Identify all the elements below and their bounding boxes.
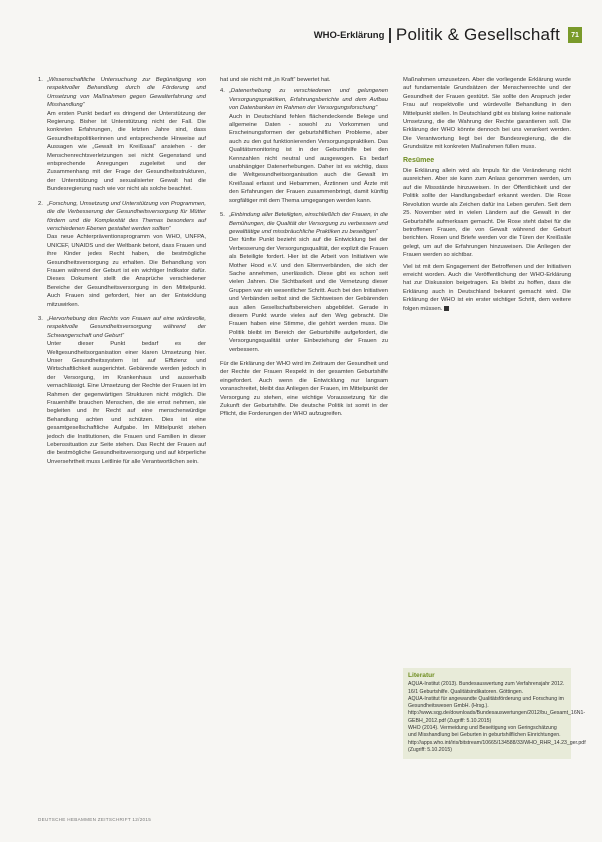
item-text: Das neue Achterpräventionsprogramm von WHO, UNFPA, UNICEF, UNAIDS und der Weltbank betont, dass Frauen und ihre Kinder jedes Recht haben, die bestmögliche Gesundheitsversorgung zu erhalten. Die Behandlung von Frauen während der Geburt ist ein wichtiger Indikator dafür. Dieses Dokument stellt die Ansprüche verschiedener Bereiche der Gesundheitsversorgung in den Mittelpunkt. Auch Frauen sind gefordert, hier an der Entwicklung mitzuwirken. <box>47 234 206 308</box>
item-quote: „Datenerhebung zu verschiedenen und gelungenen Versorgungspraktiken, Erfahrungsberichte und dem Aufbau von Datenbanken im Rahmen der Versorgungsforschung“ <box>229 88 388 112</box>
item-quote: „Einbindung aller Beteiligten, einschließlich der Frauen, in die Bemühungen, die Qualität der Versorgung zu verbessern und gewalttätige und missbräuchliche Praktiken zu beseitigen“ <box>229 212 388 235</box>
header-divider <box>389 28 391 43</box>
item-quote: „Wissenschaftliche Untersuchung zur Begünstigung von respektvoller Behandlung durch die Förderung und Umsetzung von Maßnahmen gegen Gewalterfahrung und Misshandlung“ <box>47 77 206 109</box>
column-middle <box>220 76 388 422</box>
item-text: Der fünfte Punkt bezieht sich auf die Entwicklung bei der Verbesserung der Versorgungsqualität, der explizit die Frauen als Beteiligte fordert. Hier ist die Arbeit von Initiativen wie Mother Hood e.V. und den Elternverbänden, die sich der Sache annehmen, unerlässlich. Diese gibt es schon seit vielen Jahren. Die Sichtbarkeit und die Vernetzung dieser Gruppen war ein wesentlicher Schritt. Auch bei den Initiativen und Verbänden selbst sind die Sichtweisen der Gebärenden aus allen Gesellschaftsbereichen abgebildet. Gerade in diesem Punkt wurde vieles auf den Weg gebracht. Die Frauen haben eine Stimme, die gehört werden muss. Die Politik bleibt im Bereich der Geburtshilfe aufgefordert, die Versorgungsqualität unter Einbeziehung der Frauen zu verbessern. <box>229 237 388 353</box>
literature-heading: Literatur <box>408 672 435 679</box>
page-footer: DEUTSCHE HEBAMMEN ZEITSCHRIFT 12/2015 <box>38 817 152 822</box>
end-mark-icon <box>444 306 449 311</box>
item-quote: „Hervorhebung des Rechts von Frauen auf eine würdevolle, respektvolle Gesundheitsversorgung während der Schwangerschaft und Geburt“ <box>47 315 206 339</box>
list-item <box>220 87 388 208</box>
resume-paragraph: Die Erklärung allein wird als Impuls für die Veränderung nicht ausreichen. Aber sie kann zum Anlass genommen werden, um auf die Missstände hinzuweisen. In der Öffentlichkeit und der Politik sollte der Handlungsbedarf erkannt werden. Die Rose Revolution wurde als Zeichen dafür ins Leben gerufen. Seit dem 25. November wird in vielen Ländern auf die Gewalt in der Geburtshilfe aufmerksam gemacht. Die Rose steht dabei für die betroffenen Frauen, die von Gewalt während der Geburt berichten. Rosen und Briefe werden vor die Türen der Kreißsäle gelegt, um auf die Erfahrungen hinzuweisen. Die Anliegen der Frauen werden so sichtbar. <box>403 168 571 259</box>
item-text: Auch in Deutschland fehlen flächendeckende Belege und allgemeine Daten - sowohl zu Vorkommen und Erscheinungsformen der geburtshilflichen Probleme, aber auch zu den gut funktionierenden Versorgungspraktiken. Das Qualitätsmonitoring ist in der Geburtshilfe bei den Kennzahlen nicht neutral und ausgewogen. Es bedarf unabhängiger Datenerhebungen. Daher ist es wichtig, dass die Weltgesundheitsorganisation auch die Gewalt im Kreißsaal erfasst und Hebammen, Ärztinnen und Ärzte mit den Erfahrungen der Frauen zusammenbringt, damit künftig sorgfältiger mit dem Thema umgegangen werden kann. <box>229 113 388 204</box>
paragraph-intro: Maßnahmen umzusetzen. Aber die vorliegende Erklärung wurde auf fundamentale Grundsätzen der Menschenrechte und der Gesundheit der Frauen gestützt. Sie sollte den Anspruch jeder Frau auf respektvolle und würdevolle Behandlung in den Mittelpunkt stellen. In Deutschland gibt es bislang keine nationale Umsetzung, die die Wahrung der Rechte garantieren soll. Die Erklärung der WHO könnte dennoch bei uns verankert werden. Die Verantwortung liegt bei der Bundesregierung, die die Grundsätze mit konkreten Maßnahmen füllen muss. <box>403 77 571 151</box>
item-number: 3. <box>38 315 43 322</box>
resume-paragraph: Viel ist mit dem Engagement der Betroffenen und der Initiativen erreicht worden. Auch die Veröffentlichung der WHO-Erklärung hat zur Diskussion beigetragen. Es bleibt zu hoffen, dass die Erklärung auch in Deutschland bekannt gemacht wird. Die Erklärung der WHO ist ein erster wichtiger Schritt, dem weitere folgen müssen. <box>403 263 571 312</box>
literature-entry: AQUA-Institut für angewandte Qualitätsförderung und Forschung im Gesundheitswesen GmbH. (Hrsg.). http://www.sqg.de/downloads/Bundesauswertungen/2012/bu_Gesamt_16N1-GEBH_2012.pdf (Zugriff: 5.10.2015) <box>408 695 586 724</box>
item-number: 1. <box>38 77 43 83</box>
section-title: Politik & Gesellschaft <box>395 25 560 44</box>
item-text: Unter dieser Punkt bedarf es der Weltgesundheitsorganisation einer klaren Umsetzung hier. Unser Gesundheitssystem ist auf Effizienz und Wirtschaftlichkeit ausgerichtet. Gebärende werden jedoch in der Versorgung, im Krankenhaus und ausserhalb vernachlässigt. Eine Umsetzung der Rechte der Frauen ist im Rahmen der gegenwärtigen Strukturen nicht möglich. Die Frauenhilfe brauchen Menschen, die sie ernst nehmen, sie begleiten und ihr Recht auf eine menschenwürdige Behandlung achten und schützen. Dies ist eine gesamtgesellschaftliche Aufgabe. Im Mittelpunkt stehen jedoch die Institutionen, die Frauen und Familien in dieser Lebenssituation zur Seite stehen. Das Recht der Frauen auf die bestmögliche Gesundheitsversorgung und auf körperliche Unversehrtheit muss Leitlinie für alle Verantwortlichen sein. <box>47 341 206 465</box>
page-header <box>260 24 582 46</box>
list-item <box>38 76 206 197</box>
item-number: 5. <box>220 212 225 219</box>
column-right <box>403 76 571 316</box>
list-item <box>220 211 388 357</box>
list-item <box>38 200 206 312</box>
item-text: Am ersten Punkt bedarf es dringend der Unterstützung der Regierung. Bisher ist Unterstützung nicht der Fall. Die konkreten Erfahrungen, die letzten Jahre sind, dass Gesundheitspolitikerinnen und entsprechende Hinweise auf Aussagen wie „Gewalt im Kreißsaal“ ansiehen - der Menschenrechtsverletzungen sei nicht Gegenstand und entsprechende Anregungen zugeleitet und der Zusammenhang mit der Frage der Gesundheitsstrukturen, der Unterstützung und sexualisierter Gewalt hat die Bundesregierung nach wie vor nicht als solche beachtet. <box>47 110 206 193</box>
literature-box <box>403 668 586 759</box>
header-kicker: WHO-Erklärung <box>313 29 385 41</box>
column-left <box>38 76 206 472</box>
page-number-badge: 71 <box>568 27 582 43</box>
list-item <box>38 315 206 469</box>
item-number: 4. <box>220 88 225 95</box>
paragraph-intro: hat und sie nicht mit „in Kraft“ bewertet hat. <box>220 77 331 83</box>
literature-entry: AQUA-Institut (2013). Bundesauswertung zum Verfahrensjahr 2012. 16/1 Geburtshilfe. Qualitätsindikatoren. Göttingen. <box>408 681 565 695</box>
literature-entry: WHO (2014). Vermeidung und Beseitigung von Geringschätzung und Misshandlung bei Geburten in geburtshilflichen Einrichtungen. http://apps.who.int/iris/bitstream/10665/134588/33/WHO_RHR_14.23_ger.pdf (Zugriff: 5.10.2015) <box>408 725 586 753</box>
paragraph-closing: Für die Erklärung der WHO wird im Zeitraum der Gesundheit und der Rechte der Frauen Respekt in der gesamten Geburtshilfe eingefordert. Auch wenn die Entwicklung nur langsam voranschreitet, bleibt das Anliegen der Frauen, im Mittelpunkt der Versorgung zu stehen, eine wichtige Voraussetzung für die Zukunft der Geburtshilfe. Die deutsche Politik ist somit in der Pflicht, die Forderungen der WHO aufzugreifen. <box>220 361 388 418</box>
resume-heading: Resümee <box>403 156 435 164</box>
item-number: 2. <box>38 200 43 207</box>
item-quote: „Forschung, Umsetzung und Unterstützung von Programmen, die die Verbesserung der Gesundheitsversorgung für Mütter fördern und die Komplexität des Themas besonders auf verschiedenen Ebenen gestaltet werden sollten“ <box>47 200 206 232</box>
